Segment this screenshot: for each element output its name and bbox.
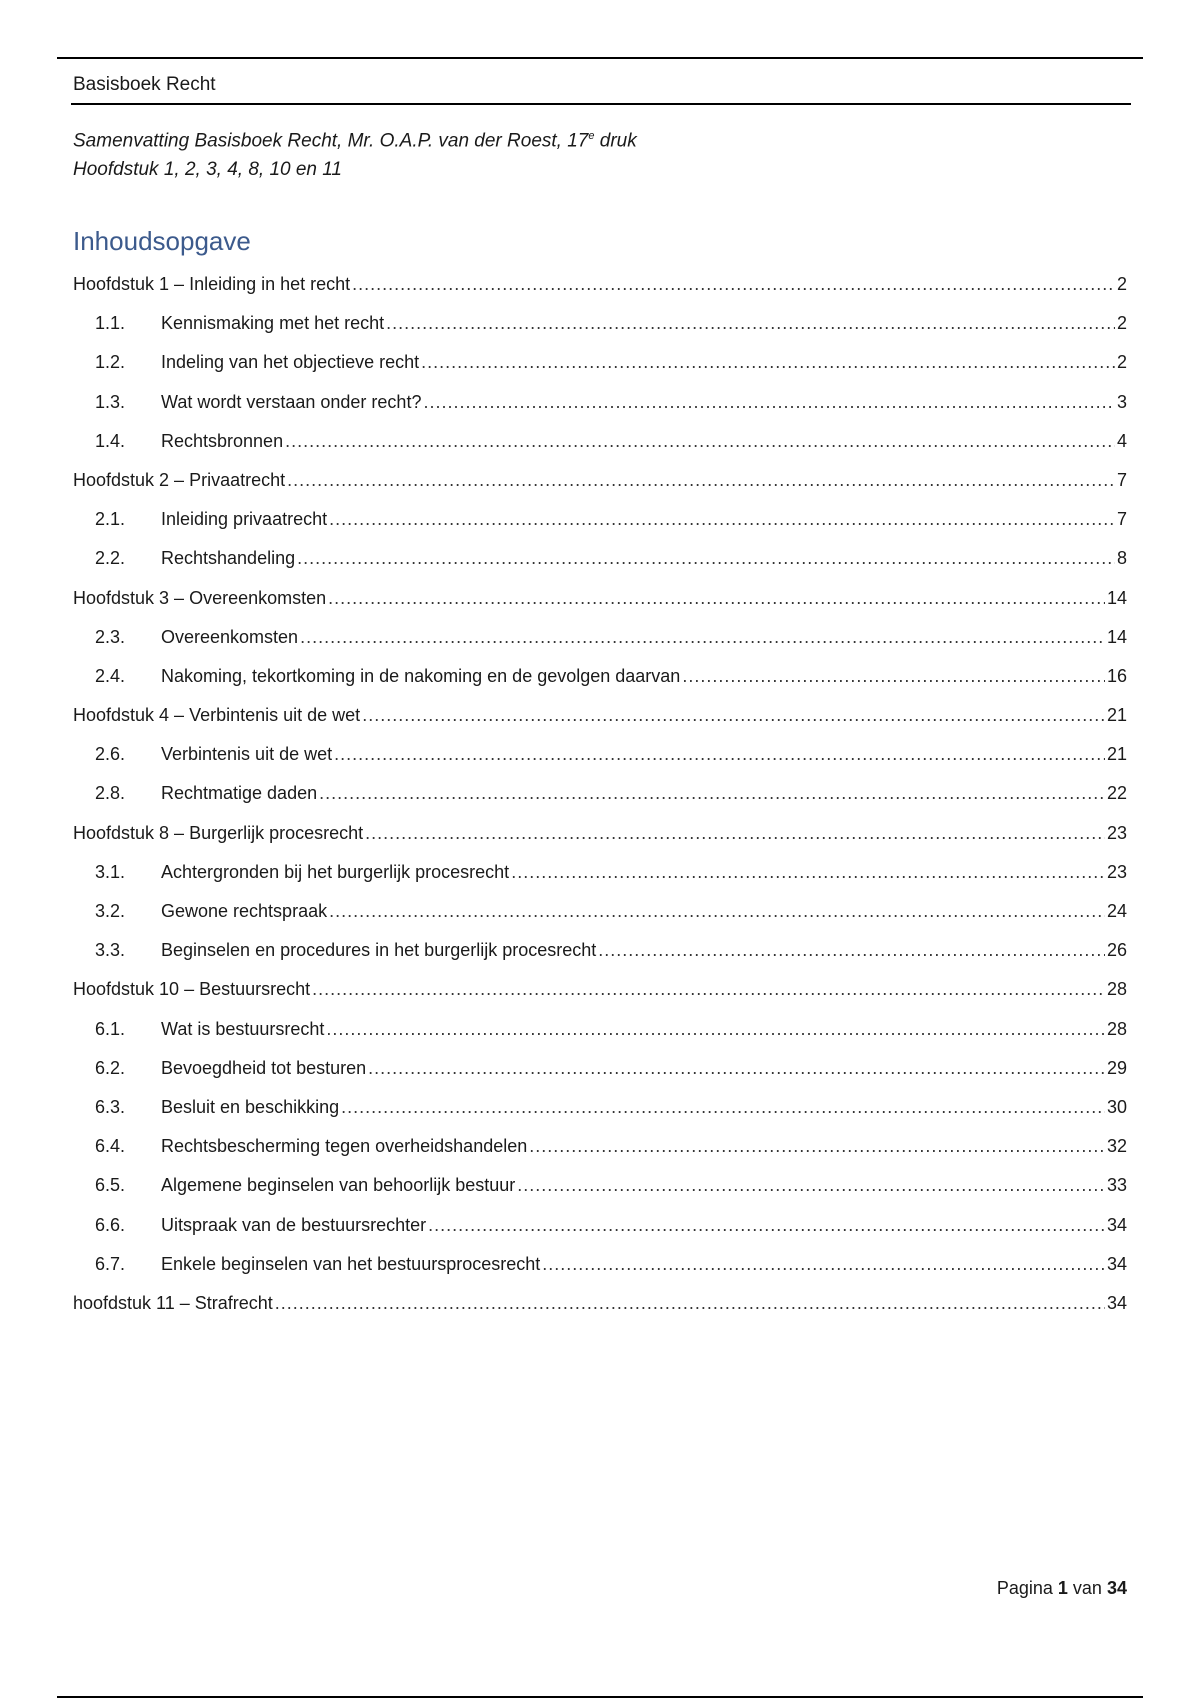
toc-entry-number: 6.6. <box>95 1214 126 1235</box>
toc-entry-page: 2 <box>1116 313 1127 334</box>
toc-subsection-entry[interactable] <box>73 392 1127 431</box>
toc-entry-title: Rechtsbronnen <box>161 430 284 451</box>
toc-entry-title: Algemene beginselen van behoorlijk bestuur <box>161 1175 516 1196</box>
toc-entry-title: Verbintenis uit de wet <box>161 744 333 765</box>
toc-dot-leader <box>428 1215 1105 1236</box>
toc-entry-number: 2.4. <box>95 665 126 686</box>
subtitle-superscript: e <box>588 130 595 142</box>
toc-chapter-entry[interactable] <box>73 705 1127 744</box>
toc-entry-number: 1.3. <box>95 391 126 412</box>
toc-entry-page: 2 <box>1116 352 1127 373</box>
toc-entry-page: 34 <box>1106 1214 1127 1235</box>
toc-entry-page: 34 <box>1106 1292 1127 1313</box>
toc-dot-leader <box>368 1058 1105 1079</box>
toc-subsection-entry[interactable] <box>73 431 1127 470</box>
toc-entry-title: Rechtmatige daden <box>161 783 318 804</box>
toc-entry-title: Rechtshandeling <box>161 548 296 569</box>
toc-dot-leader <box>423 392 1115 413</box>
toc-entry-number: 2.3. <box>95 626 126 647</box>
toc-entry-page: 7 <box>1116 469 1127 490</box>
toc-dot-leader <box>297 548 1115 569</box>
toc-chapter-entry[interactable] <box>73 1293 1127 1332</box>
toc-entry-page: 14 <box>1106 626 1127 647</box>
toc-subsection-entry[interactable] <box>73 627 1127 666</box>
toc-subsection-entry[interactable] <box>73 940 1127 979</box>
toc-entry-page: 24 <box>1106 901 1127 921</box>
toc-entry-title: Hoofdstuk 3 – Overeenkomsten <box>73 587 327 608</box>
toc-entry-number: 2.2. <box>95 548 126 569</box>
toc-entry-page: 16 <box>1106 665 1127 686</box>
toc-entry-title: Inleiding privaatrecht <box>161 509 328 530</box>
toc-entry-title: Hoofdstuk 2 – Privaatrecht <box>73 469 286 490</box>
toc-entry-number: 3.3. <box>95 940 126 961</box>
toc-chapter-entry[interactable] <box>73 823 1127 862</box>
toc-dot-leader <box>386 313 1115 334</box>
toc-dot-leader <box>517 1175 1105 1196</box>
toc-dot-leader <box>365 823 1105 844</box>
toc-entry-page: 30 <box>1106 1096 1127 1117</box>
toc-dot-leader <box>511 862 1105 883</box>
toc-dot-leader <box>275 1293 1105 1314</box>
toc-dot-leader <box>334 744 1105 765</box>
toc-entry-number: 1.1. <box>95 313 126 334</box>
toc-subsection-entry[interactable] <box>73 1136 1127 1175</box>
toc-entry-title: Uitspraak van de bestuursrechter <box>161 1214 427 1235</box>
toc-entry-page: 28 <box>1106 979 1127 1000</box>
subtitle-line-2: Hoofdstuk 1, 2, 3, 4, 8, 10 en 11 <box>73 159 342 181</box>
toc-dot-leader <box>529 1136 1105 1157</box>
toc-entry-page: 21 <box>1106 744 1127 765</box>
toc-entry-title: Overeenkomsten <box>161 626 299 647</box>
subtitle-line-1-text: Samenvatting Basisboek Recht, Mr. O.A.P. van der Roest, 17 <box>73 130 589 152</box>
toc-dot-leader <box>362 705 1105 726</box>
subtitle-line-1-suffix: druk <box>594 130 637 152</box>
toc-dot-leader <box>341 1097 1105 1118</box>
toc-entry-number: 3.1. <box>95 861 126 882</box>
toc-entry-number: 1.4. <box>95 430 126 451</box>
toc-entry-title: Enkele beginselen van het bestuursprocesrecht <box>161 1253 541 1274</box>
toc-entry-page: 29 <box>1106 1057 1127 1078</box>
toc-dot-leader <box>329 901 1105 922</box>
toc-entry-title: Kennismaking met het recht <box>161 313 385 334</box>
toc-entry-title: Bevoegdheid tot besturen <box>161 1057 367 1078</box>
table-of-contents <box>73 274 1127 1332</box>
toc-subsection-entry[interactable] <box>73 509 1127 548</box>
toc-subsection-entry[interactable] <box>73 313 1127 352</box>
toc-chapter-entry[interactable] <box>73 588 1127 627</box>
toc-subsection-entry[interactable] <box>73 1254 1127 1293</box>
document-subtitle <box>73 122 637 184</box>
toc-entry-title: Beginselen en procedures in het burgerlijk procesrecht <box>161 940 597 961</box>
running-header: Basisboek Recht <box>73 74 216 95</box>
toc-entry-title: Hoofdstuk 10 – Bestuursrecht <box>73 979 311 1000</box>
toc-entry-title: Hoofdstuk 8 – Burgerlijk procesrecht <box>73 822 364 843</box>
toc-entry-number: 2.1. <box>95 509 126 530</box>
toc-dot-leader <box>300 627 1105 648</box>
page-footer <box>997 1578 1127 1599</box>
toc-title: Inhoudsopgave <box>73 226 251 256</box>
toc-entry-page: 2 <box>1116 274 1127 294</box>
toc-entry-title: Achtergronden bij het burgerlijk procesrecht <box>161 861 510 882</box>
toc-subsection-entry[interactable] <box>73 783 1127 822</box>
toc-subsection-entry[interactable] <box>73 1175 1127 1214</box>
toc-subsection-entry[interactable] <box>73 352 1127 391</box>
toc-entry-number: 6.2. <box>95 1057 126 1078</box>
toc-dot-leader <box>312 979 1105 1000</box>
toc-entry-page: 14 <box>1106 587 1127 608</box>
toc-entry-number: 6.3. <box>95 1096 126 1117</box>
toc-dot-leader <box>329 509 1115 530</box>
footer-total-pages: 34 <box>1106 1578 1127 1598</box>
toc-entry-number: 6.5. <box>95 1175 126 1196</box>
toc-entry-page: 3 <box>1116 391 1127 412</box>
toc-entry-title: Hoofdstuk 1 – Inleiding in het recht <box>73 274 351 294</box>
toc-dot-leader <box>319 783 1105 804</box>
toc-dot-leader <box>598 940 1105 961</box>
toc-entry-title: Gewone rechtspraak <box>161 901 328 921</box>
toc-entry-page: 4 <box>1116 430 1127 451</box>
toc-subsection-entry[interactable] <box>73 1058 1127 1097</box>
toc-entry-number: 6.1. <box>95 1018 126 1039</box>
toc-subsection-entry[interactable] <box>73 901 1127 940</box>
toc-entry-page: 28 <box>1106 1018 1127 1039</box>
top-rule <box>57 57 1143 59</box>
toc-chapter-entry[interactable] <box>73 274 1127 313</box>
toc-subsection-entry[interactable] <box>73 1215 1127 1254</box>
toc-dot-leader <box>326 1019 1105 1040</box>
toc-dot-leader <box>328 588 1105 609</box>
toc-subsection-entry[interactable] <box>73 862 1127 901</box>
header-rule <box>71 103 1131 105</box>
toc-entry-number: 6.4. <box>95 1136 126 1157</box>
toc-dot-leader <box>352 274 1115 295</box>
toc-entry-title: Hoofdstuk 4 – Verbintenis uit de wet <box>73 705 361 726</box>
toc-entry-number: 2.8. <box>95 783 126 804</box>
toc-entry-page: 22 <box>1106 783 1127 804</box>
footer-separator: van <box>1072 1578 1102 1598</box>
bottom-rule <box>57 1696 1143 1698</box>
toc-entry-page: 7 <box>1116 509 1127 530</box>
toc-dot-leader <box>287 470 1115 491</box>
subtitle-line-1 <box>73 122 637 155</box>
toc-dot-leader <box>682 666 1105 687</box>
toc-entry-title: Wat wordt verstaan onder recht? <box>161 391 422 412</box>
toc-chapter-entry[interactable] <box>73 470 1127 509</box>
footer-label: Pagina <box>996 1578 1053 1598</box>
toc-dot-leader <box>421 352 1115 373</box>
toc-entry-page: 33 <box>1106 1175 1127 1196</box>
toc-entry-page: 26 <box>1106 940 1127 961</box>
toc-entry-page: 23 <box>1106 822 1127 843</box>
toc-dot-leader <box>285 431 1115 452</box>
toc-entry-number: 2.6. <box>95 744 126 765</box>
toc-entry-page: 23 <box>1106 861 1127 882</box>
toc-subsection-entry[interactable] <box>73 666 1127 705</box>
toc-entry-title: Rechtsbescherming tegen overheidshandelen <box>161 1136 528 1157</box>
toc-subsection-entry[interactable] <box>73 1097 1127 1136</box>
toc-entry-title: Nakoming, tekortkoming in de nakoming en de gevolgen daarvan <box>161 665 681 686</box>
toc-entry-title: hoofdstuk 11 – Strafrecht <box>73 1292 273 1313</box>
toc-dot-leader <box>542 1254 1105 1275</box>
toc-subsection-entry[interactable] <box>73 548 1127 587</box>
toc-entry-page: 21 <box>1106 705 1127 726</box>
toc-entry-number: 6.7. <box>95 1253 126 1274</box>
toc-entry-page: 32 <box>1106 1136 1127 1157</box>
toc-entry-title: Indeling van het objectieve recht <box>161 352 420 373</box>
toc-chapter-entry[interactable] <box>73 979 1127 1018</box>
toc-entry-number: 3.2. <box>95 901 126 921</box>
toc-entry-number: 1.2. <box>95 352 126 373</box>
toc-entry-title: Besluit en beschikking <box>161 1096 340 1117</box>
toc-subsection-entry[interactable] <box>73 1019 1127 1058</box>
toc-entry-page: 34 <box>1106 1253 1127 1274</box>
toc-entry-title: Wat is bestuursrecht <box>161 1018 325 1039</box>
toc-subsection-entry[interactable] <box>73 744 1127 783</box>
footer-current-page: 1 <box>1057 1578 1068 1598</box>
toc-entry-page: 8 <box>1116 548 1127 569</box>
